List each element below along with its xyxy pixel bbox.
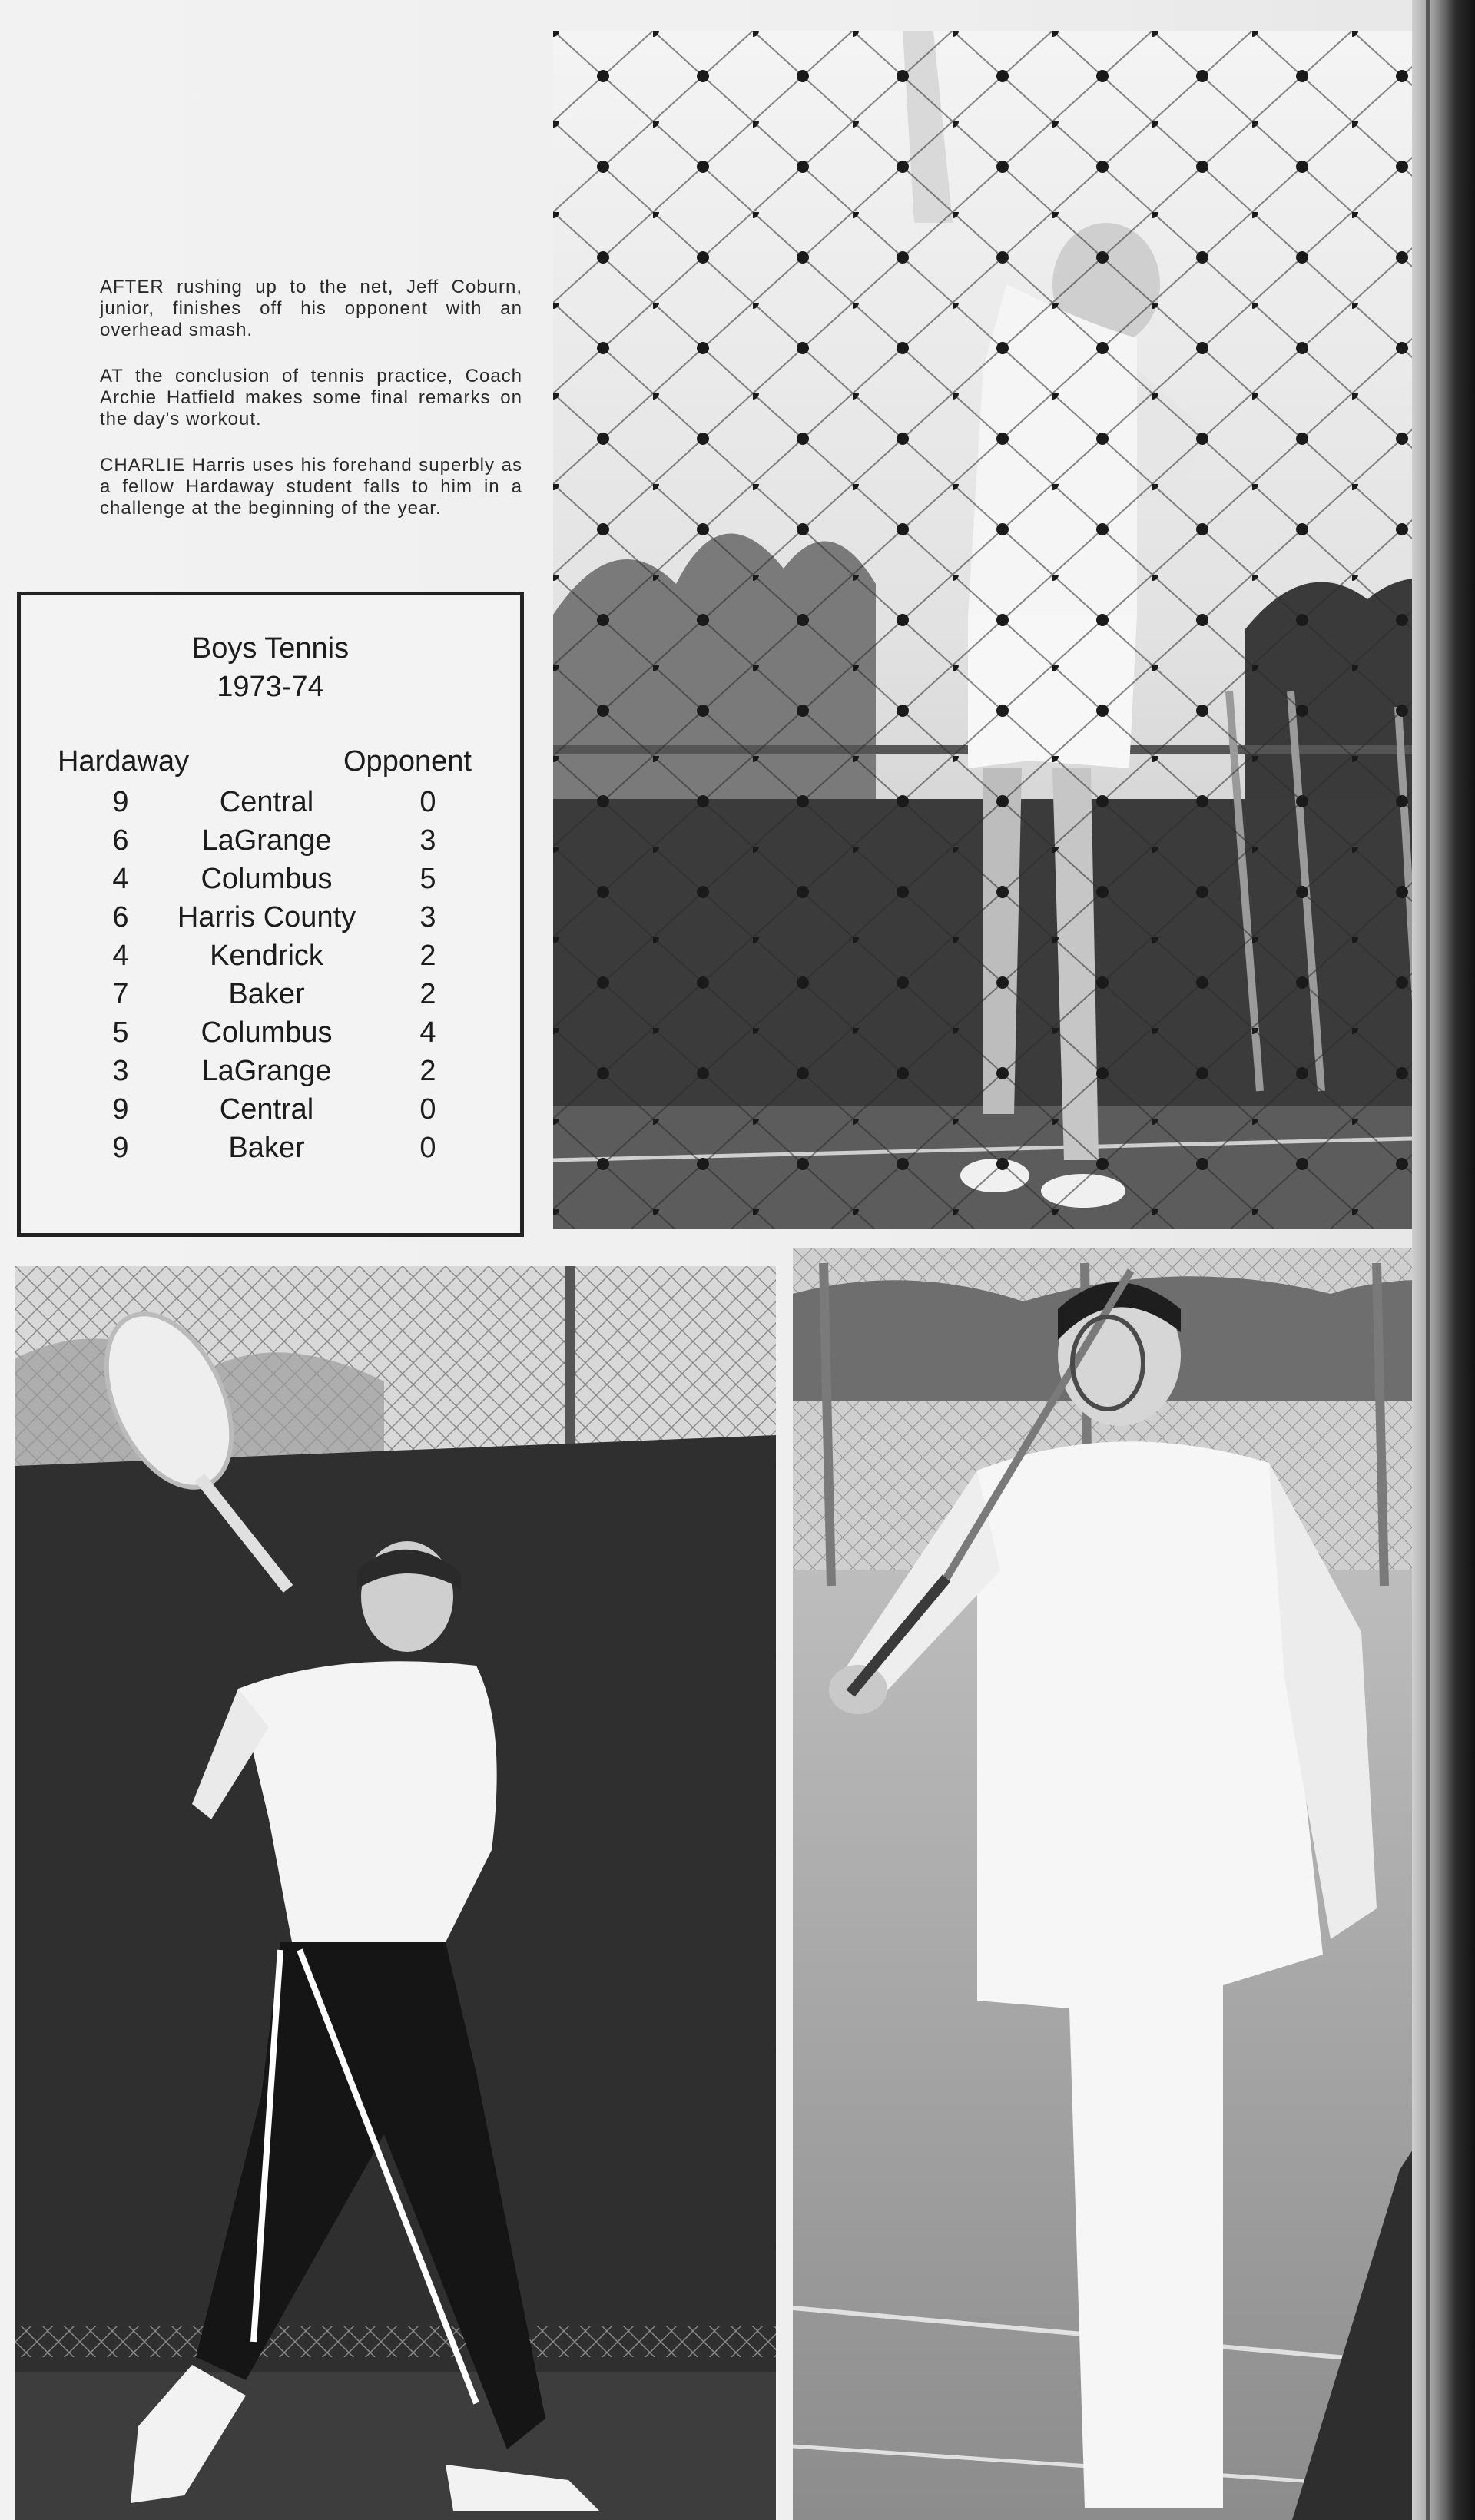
caption-overhead-smash: AFTER rushing up to the net, Jeff Coburn, junior, finishes off his opponent with an overhead smash. [100, 277, 522, 340]
table-row [21, 786, 520, 824]
hardaway-score: 9 [112, 1093, 129, 1126]
opponent-score: 3 [419, 901, 436, 933]
opponent-name: Kendrick [210, 940, 323, 972]
table-row [21, 824, 520, 863]
table-row [21, 1016, 520, 1055]
table-row [21, 978, 520, 1016]
table-row [21, 1055, 520, 1093]
score-table-title: Boys Tennis [191, 632, 350, 665]
hardaway-score: 4 [112, 863, 129, 895]
opponent-name: LaGrange [201, 1055, 332, 1087]
opponent-name: Baker [228, 1132, 305, 1164]
opponent-name: LaGrange [201, 824, 332, 857]
opponent-score: 2 [419, 978, 436, 1010]
opponent-name: Columbus [201, 863, 333, 895]
header-hardaway: Hardaway [58, 745, 190, 778]
opponent-score: 0 [419, 1132, 436, 1164]
opponent-name: Baker [228, 978, 305, 1010]
photo-captions [100, 277, 522, 544]
score-table-season: 1973-74 [217, 671, 324, 703]
opponent-name: Central [219, 1093, 314, 1126]
opponent-score: 5 [419, 863, 436, 895]
opponent-score: 3 [419, 824, 436, 857]
hardaway-score: 6 [112, 901, 129, 933]
page-edge [1426, 0, 1430, 2520]
caption-coach: AT the conclusion of tennis practice, Coach Archie Hatfield makes some final remarks on the day's workout. [100, 366, 522, 429]
opponent-name: Columbus [201, 1016, 333, 1049]
opponent-score: 0 [419, 1093, 436, 1126]
book-spine [1412, 0, 1475, 2520]
hardaway-score: 9 [112, 786, 129, 818]
hardaway-score: 5 [112, 1016, 129, 1049]
table-row [21, 1093, 520, 1132]
table-row [21, 901, 520, 940]
coach-photo [793, 1248, 1475, 2520]
opponent-score: 2 [419, 940, 436, 972]
opponent-score: 4 [419, 1016, 436, 1049]
forehand-photo [15, 1266, 776, 2520]
hardaway-score: 7 [112, 978, 129, 1010]
overhead-smash-photo [553, 31, 1472, 1229]
opponent-name: Harris County [177, 901, 356, 933]
hardaway-score: 6 [112, 824, 129, 857]
caption-forehand: CHARLIE Harris uses his forehand superbly as a fellow Hardaway student falls to him in a challenge at the beginning of the year. [100, 455, 522, 519]
opponent-score: 2 [419, 1055, 436, 1087]
hardaway-score: 4 [112, 940, 129, 972]
table-row [21, 940, 520, 978]
opponent-score: 0 [419, 786, 436, 818]
hardaway-score: 9 [112, 1132, 129, 1164]
table-row [21, 1132, 520, 1170]
tennis-score-table [17, 592, 524, 1237]
table-row [21, 863, 520, 901]
hardaway-score: 3 [112, 1055, 129, 1087]
header-opponent: Opponent [343, 745, 472, 778]
opponent-name: Central [219, 786, 314, 818]
